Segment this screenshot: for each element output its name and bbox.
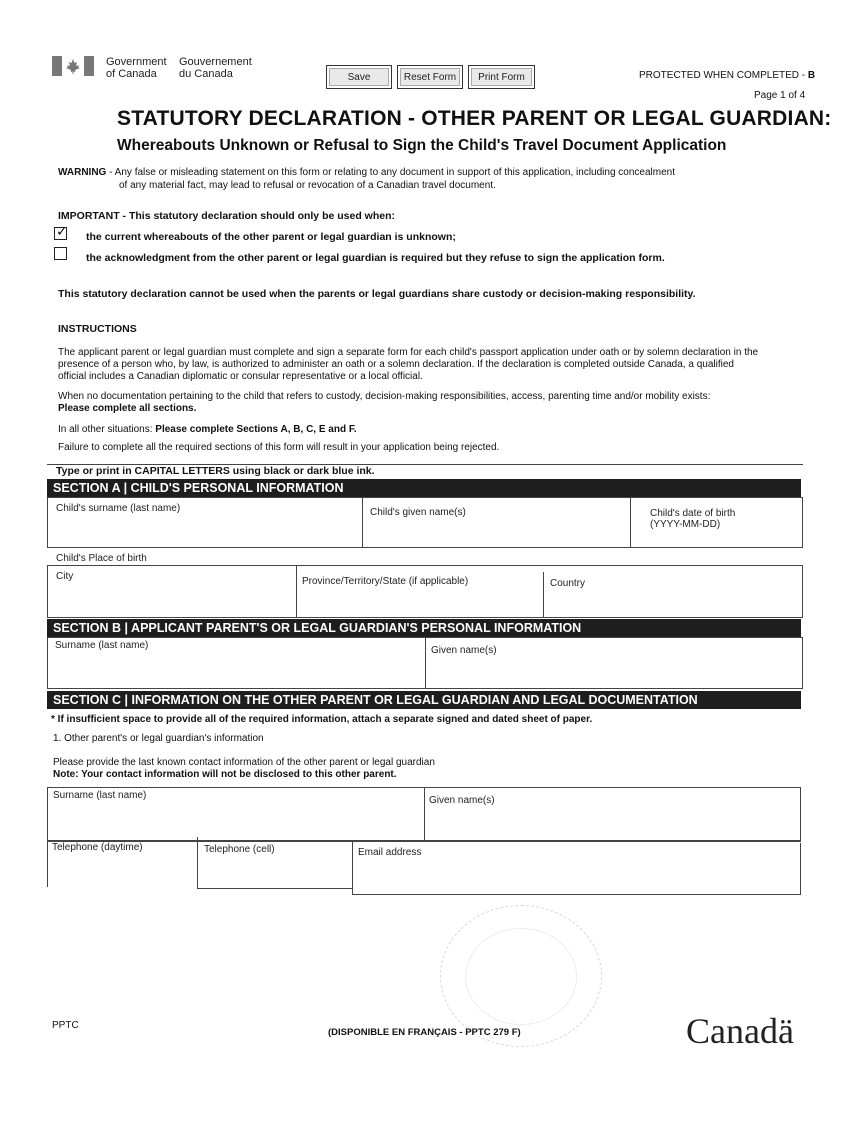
section-c-header: SECTION C | INFORMATION ON THE OTHER PARENT OR LEGAL GUARDIAN AND LEGAL DOCUMENTATION xyxy=(47,691,801,709)
telephone-daytime-input[interactable] xyxy=(48,856,196,886)
email-label: Email address xyxy=(358,847,422,858)
other-parent-info-heading: 1. Other parent's or legal guardian's information xyxy=(53,733,264,744)
warning-text: WARNING - Any false or misleading statement on this form or relating to any document in support of this application, including concealment xyxy=(58,167,675,178)
instructions-paragraph-3: In all other situations: Please complete Sections A, B, C, E and F. xyxy=(58,424,357,435)
form-code: PPTC xyxy=(52,1020,79,1031)
child-given-names-input[interactable] xyxy=(363,520,629,546)
form-title: STATUTORY DECLARATION - OTHER PARENT OR LEGAL GUARDIAN: xyxy=(117,107,832,130)
other-given-names-label: Given name(s) xyxy=(429,795,495,806)
instructions-paragraph-2: When no documentation pertaining to the child that refers to custody, decision-making responsibilities, access, parenting time and/or mobility exists: Please complete all sections. xyxy=(58,391,711,414)
government-of-canada-fr: Gouvernement du Canada xyxy=(179,56,252,80)
print-form-button[interactable]: Print Form xyxy=(468,65,535,89)
divider xyxy=(352,894,801,895)
child-place-of-birth-label: Child's Place of birth xyxy=(56,553,147,564)
other-surname-input[interactable] xyxy=(48,804,423,839)
city-input[interactable] xyxy=(48,584,295,616)
form-subtitle: Whereabouts Unknown or Refusal to Sign the Child's Travel Document Application xyxy=(117,137,727,154)
child-given-names-label: Child's given name(s) xyxy=(370,507,466,518)
divider xyxy=(47,841,801,842)
email-input[interactable] xyxy=(353,861,799,893)
telephone-daytime-label: Telephone (daytime) xyxy=(52,842,143,853)
refuse-to-sign-checkbox[interactable] xyxy=(54,247,67,260)
telephone-cell-label: Telephone (cell) xyxy=(204,844,275,855)
child-dob-input[interactable] xyxy=(631,532,801,547)
contact-privacy-note: Note: Your contact information will not be disclosed to this other parent. xyxy=(53,769,397,780)
country-label: Country xyxy=(550,578,586,589)
section-b-header: SECTION B | APPLICANT PARENT'S OR LEGAL GUARDIAN'S PERSONAL INFORMATION xyxy=(47,619,801,637)
insufficient-space-note: * If insufficient space to provide all of the required information, attach a separate signed and dated sheet of paper. xyxy=(51,714,593,725)
divider xyxy=(198,888,352,889)
custody-note: This statutory declaration cannot be used when the parents or legal guardians share custody or decision-making responsibility. xyxy=(58,288,696,300)
city-label: City xyxy=(56,571,74,582)
canada-wordmark: Canadä xyxy=(686,1011,794,1051)
protected-label: PROTECTED WHEN COMPLETED - B xyxy=(639,70,816,81)
other-surname-label: Surname (last name) xyxy=(53,790,147,801)
canada-flag-icon xyxy=(52,56,94,76)
whereabouts-unknown-checkbox[interactable] xyxy=(54,223,68,240)
instructions-paragraph-4: Failure to complete all the required sections of this form will result in your application being rejected. xyxy=(58,442,500,453)
page-number: Page 1 of 4 xyxy=(754,90,806,101)
province-label: Province/Territory/State (if applicable) xyxy=(302,576,469,587)
contact-instruction: Please provide the last known contact information of the other parent or legal guardian xyxy=(53,757,435,768)
embossed-seal-inner xyxy=(465,928,577,1025)
warning-text-line2: of any material fact, may lead to refusal or revocation of a Canadian travel document. xyxy=(119,180,496,191)
other-given-names-input[interactable] xyxy=(425,808,800,839)
telephone-cell-input[interactable] xyxy=(198,858,351,887)
government-of-canada-en: Government of Canada xyxy=(106,56,167,80)
type-print-instruction: Type or print in CAPITAL LETTERS using black or dark blue ink. xyxy=(56,465,375,477)
option-refuse-to-sign: the acknowledgment from the other parent or legal guardian is required but they refuse to sign the application form. xyxy=(86,252,665,264)
save-button[interactable]: Save xyxy=(326,65,392,89)
divider xyxy=(800,843,801,894)
applicant-surname-label: Surname (last name) xyxy=(55,640,149,651)
instructions-heading: INSTRUCTIONS xyxy=(58,323,137,335)
section-a-header: SECTION A | CHILD'S PERSONAL INFORMATION xyxy=(47,479,801,497)
important-heading: IMPORTANT - This statutory declaration should only be used when: xyxy=(58,210,395,222)
applicant-given-names-label: Given name(s) xyxy=(431,645,497,656)
option-whereabouts-unknown: the current whereabouts of the other parent or legal guardian is unknown; xyxy=(86,231,456,243)
reset-form-button[interactable]: Reset Form xyxy=(397,65,463,89)
applicant-given-names-input[interactable] xyxy=(426,658,801,687)
province-input[interactable] xyxy=(297,590,542,617)
child-dob-label: Child's date of birth (YYYY-MM-DD) xyxy=(650,508,736,530)
child-surname-input[interactable] xyxy=(48,516,361,546)
country-input[interactable] xyxy=(544,592,801,617)
applicant-surname-input[interactable] xyxy=(48,654,424,687)
instructions-paragraph-1: The applicant parent or legal guardian must complete and sign a separate form for each child's passport application under oath or by solemn declaration in the presence of a person who, by law, is authorized to administer an oath or a solemn declaration. If the declaration is completed outside Canada, a qualified official includes a Canadian diplomatic or consular representative or a local official. xyxy=(58,347,759,382)
child-surname-label: Child's surname (last name) xyxy=(56,503,181,514)
french-version-note: (DISPONIBLE EN FRANÇAIS - PPTC 279 F) xyxy=(328,1027,521,1038)
checkmark-icon: ✓ xyxy=(56,223,68,239)
